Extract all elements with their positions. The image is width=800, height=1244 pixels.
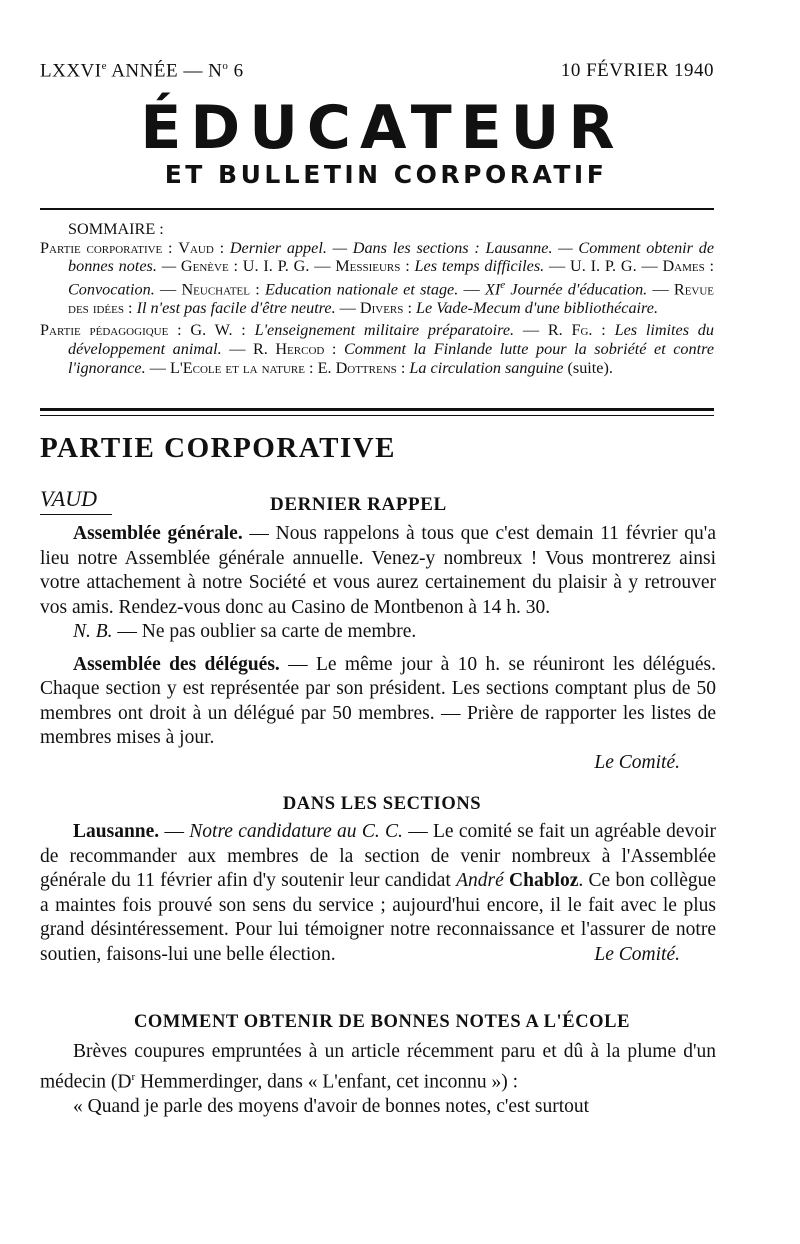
journal-subtitle: ET BULLETIN CORPORATIF bbox=[164, 160, 608, 189]
article-notes bbox=[40, 1040, 716, 1119]
summary-entry-corporative: Partie corporative : Vaud : Dernier appel. — Dans les sections : Lausanne. — Comment obtenir de bonnes notes. — Genève : U. I. P. G. — Messieurs : Les temps difficiles. — U. I. P. G. — Dames : Convocation. — Neuchatel : Education nationale et stage. — XIe Journée d'éducation. — Revue des idées : Il n'est pas facile d'être neutre. — Divers : Le Vade-Mecum d'une bibliothécaire. bbox=[40, 238, 715, 317]
issue-date: 10 FÉVRIER 1940 bbox=[560, 60, 714, 81]
article-sections bbox=[40, 820, 716, 967]
section-title: PARTIE CORPORATIVE bbox=[40, 432, 397, 464]
paragraph-assemblee-delegues: Assemblée des délégués. — Le même jour à 10 h. se réuniront les délégués. Chaque section y est représentée par son président. Les sections comptant plus de 50 membres ont droit à un délégué par 50 membres. — Prière de rapporter les listes de membres mises à jour. bbox=[40, 653, 717, 748]
article-rappel bbox=[40, 522, 716, 775]
divider bbox=[40, 208, 714, 210]
divider-double-bottom bbox=[40, 415, 714, 416]
article-heading-sections: DANS LES SECTIONS bbox=[282, 794, 482, 814]
table-of-contents bbox=[40, 220, 714, 377]
journal-title: ÉDUCATEUR bbox=[140, 93, 624, 163]
divider-double-top bbox=[40, 408, 714, 411]
summary-entry-pedagogique: Partie pédagogique : G. W. : L'enseignement militaire préparatoire. — R. Fg. : Les limites du développement animal. — R. Hercod : Comment la Finlande lutte pour la sobriété et contre l'ignorance. — L'Ecole et la nature : E. Dottrens : La circulation sanguine (suite). bbox=[40, 321, 714, 377]
signature: Le Comité. bbox=[594, 751, 680, 773]
summary-label: SOMMAIRE : bbox=[68, 220, 164, 238]
article-heading-notes: COMMENT OBTENIR DE BONNES NOTES A L'ÉCOLE bbox=[133, 1012, 631, 1032]
article-heading-rappel: DERNIER RAPPEL bbox=[270, 494, 447, 515]
paragraph-assemblee-generale: Assemblée générale. — Nous rappelons à tous que c'est demain 11 février qu'a lieu notre Assemblée générale annuelle. Venez-y nombreux ! Vous montrerez ainsi votre attachement à notre Société et vous aurez certainement du plaisir à y retrouver vos amis. Rendez-vous donc au Casino de Montbenon à 14 h. 30. bbox=[40, 523, 716, 618]
signature: Le Comité. bbox=[594, 943, 680, 965]
paragraph-lausanne: Lausanne. — Notre candidature au C. C. — Le comité se fait un agréable devoir de recommander aux membres de la section de venir nombreux à l'Assemblée générale du 11 février afin d'y soutenir leur candidat André Chabloz. Ce bon collègue a maintes fois prouvé son sens du service ; aujourd'hui encore, il le fait avec le plus grand désintéressement. Pour lui témoigner notre reconnaissance et l'assurer de notre soutien, faisons-lui une belle élection. Le Comité. bbox=[40, 820, 716, 967]
paragraph-intro: Brèves coupures empruntées à un article récemment paru et dû à la plume d'un médecin ($D^r$ Hemmerdinger, dans « L'enfant, cet inconnu ») : bbox=[40, 1041, 716, 1092]
canton-label: VAUD bbox=[40, 486, 112, 515]
paragraph-quote: « Quand je parle des moyens d'avoir de bonnes notes, c'est surtout bbox=[73, 1095, 590, 1117]
issue-number: LXXVIe ANNÉE — $N^o$ 6 bbox=[40, 60, 244, 82]
paragraph-nb: N. B. — Ne pas oublier sa carte de membre. bbox=[73, 621, 417, 642]
